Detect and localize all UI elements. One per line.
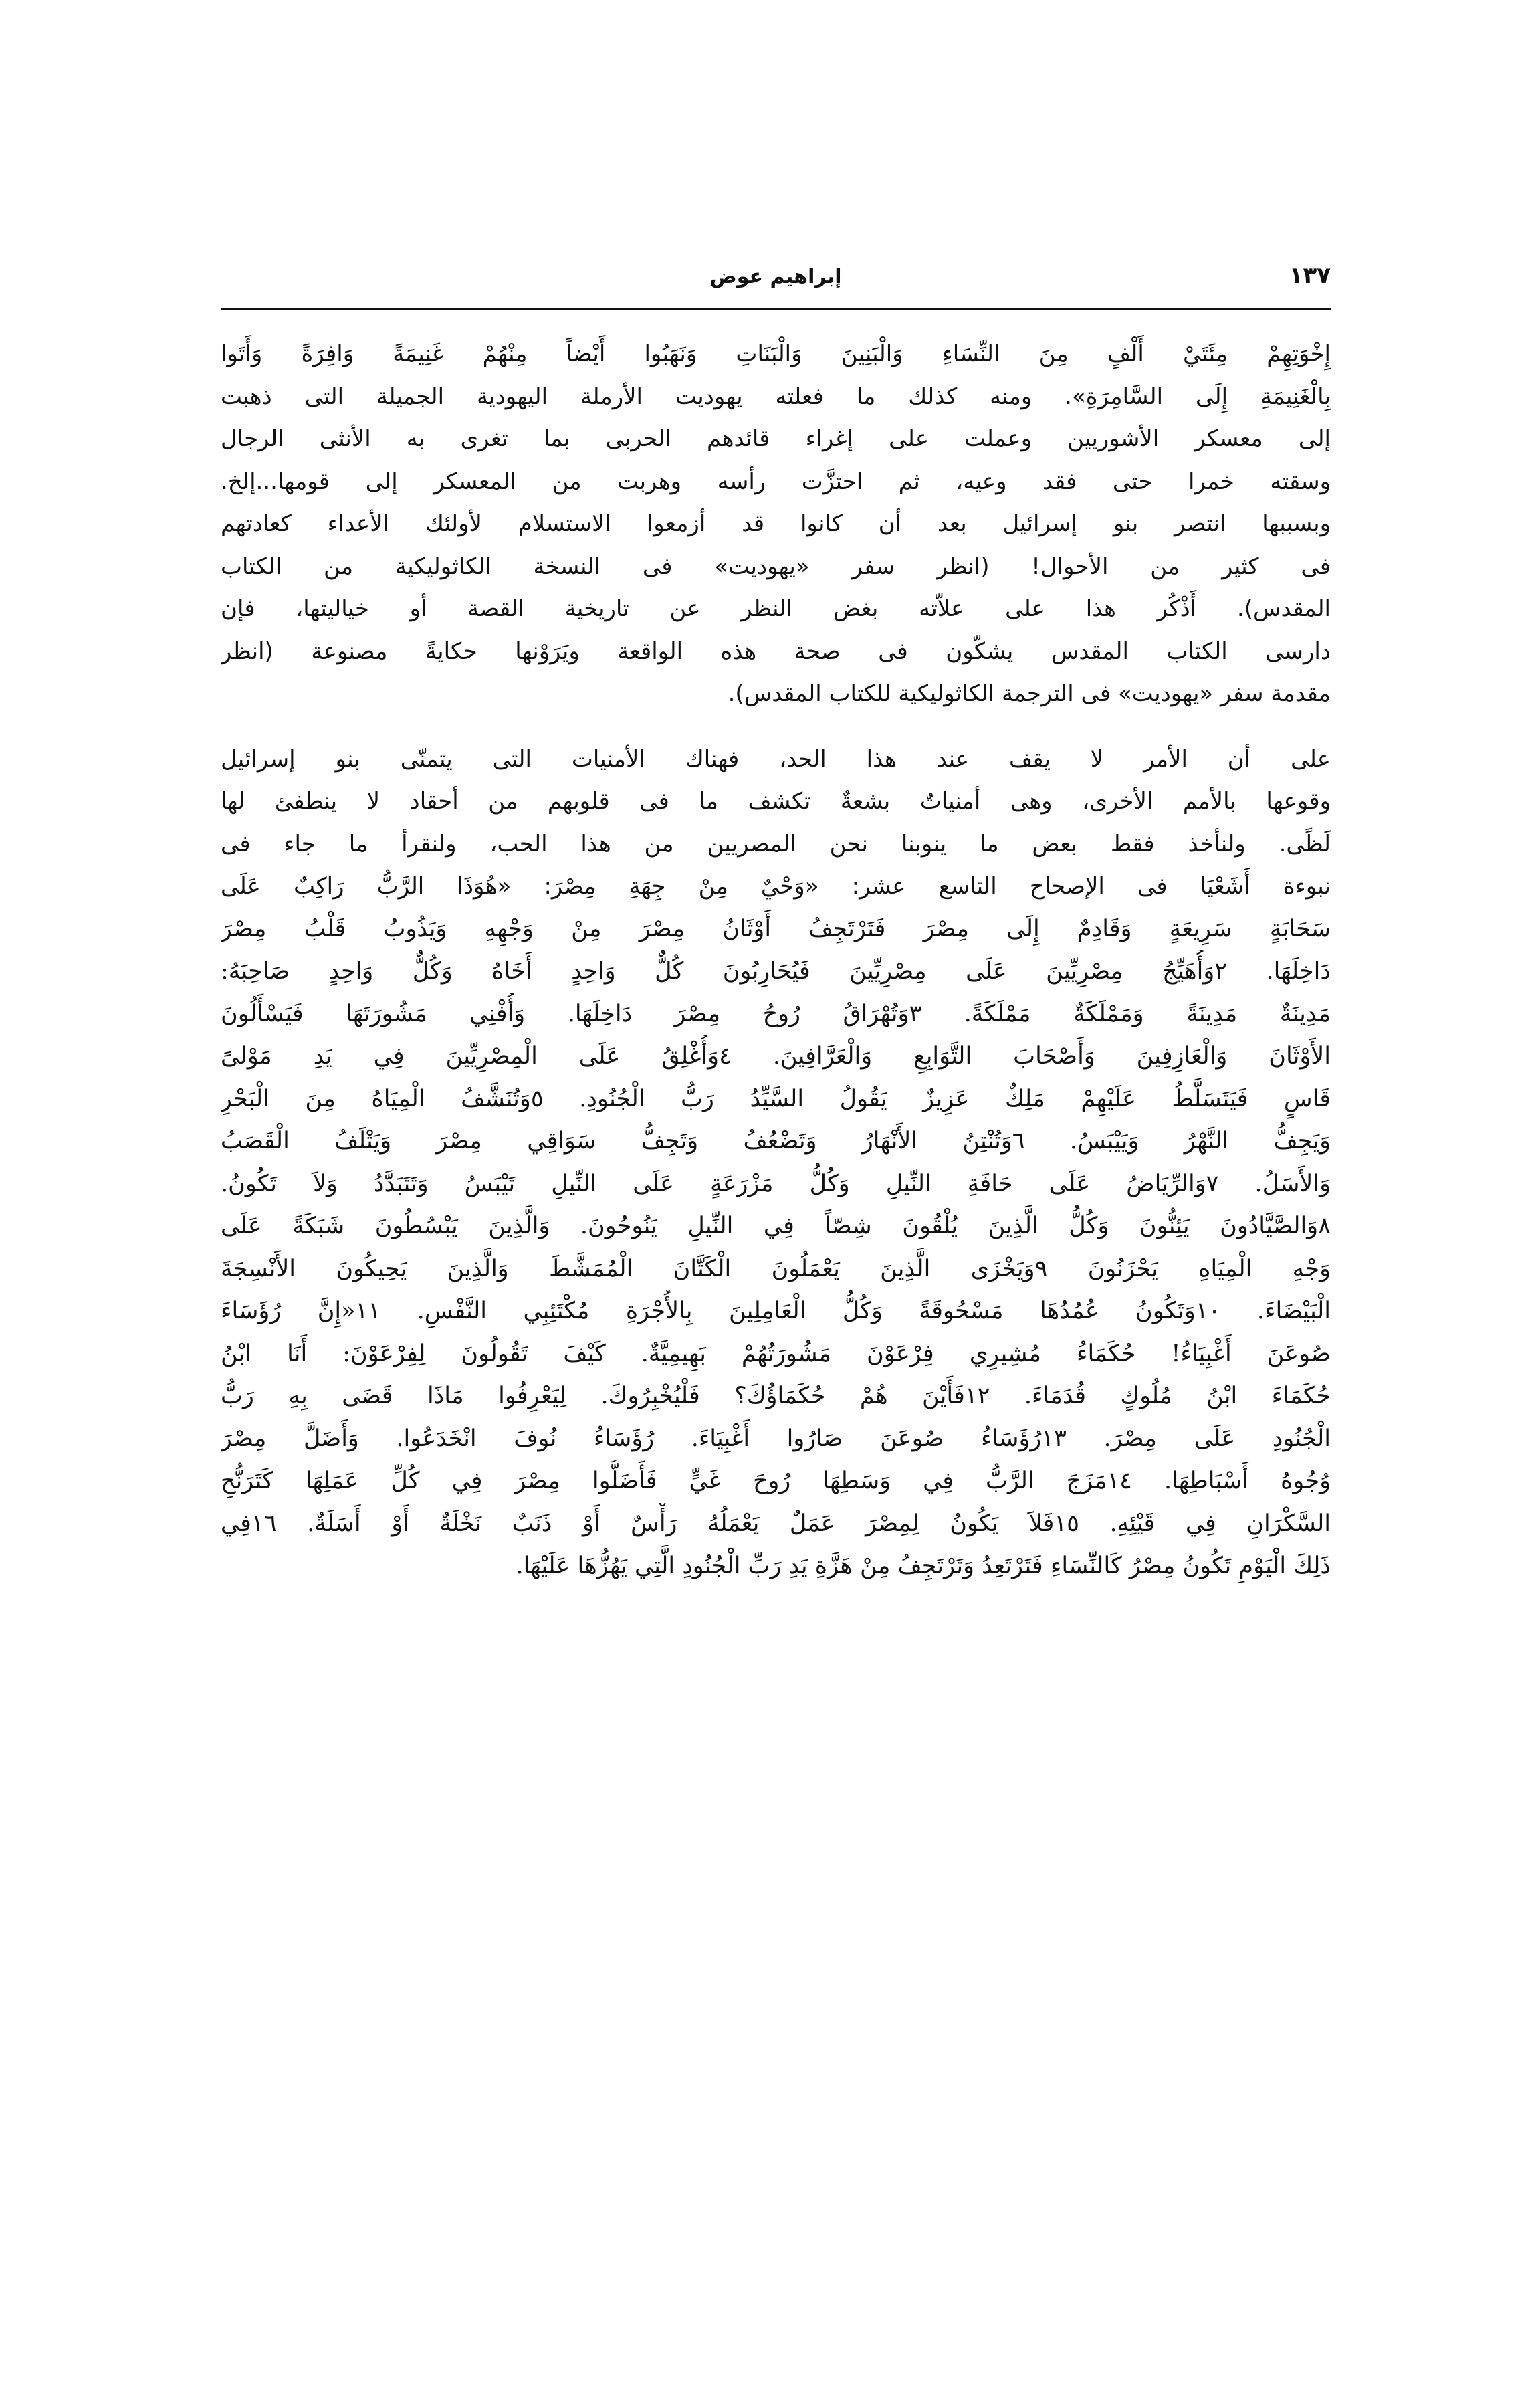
quote-line: دَاخِلَهَا. ٢وَأُهَيِّجُ مِصْرِيِّينَ عَلَى مِصْرِيِّينَ فَيُحَارِبُونَ كُلٌّ وَاحِدٍ أَخَاهُ وَكُلٌّ وَاحِدٍ صَاحِبَهُ: — [221, 958, 1331, 985]
quote-line: ٨وَالصَّيَّادُونَ يَئِنُّونَ وَكُلُّ الَّذِينَ يُلْقُونَ شِصّاً فِي النِّيلِ يَنُوحُونَ. وَالَّذِينَ يَبْسُطُونَ شَبَكَةً عَلَى — [221, 1213, 1331, 1239]
text-line: إِخْوَتِهِمْ مِئَتَيْ أَلْفٍ مِنَ النِّسَاءِ وَالْبَنِينَ وَالْبَنَاتِ وَنَهَبُوا أَيْضاً مِنْهُمْ غَنِيمَةً وَافِرَةً وَأَتَوا — [221, 340, 1331, 367]
quote-line: السَّكْرَانِ فِي قَيْئِهِ. ١٥فَلاَ يَكُونُ لِمِصْرَ عَمَلٌ يَعْمَلُهُ رَأْسٌ أَوْ ذَنَبٌ نَخْلَةٌ أَوْ أَسَلَةٌ. ١٦فِي — [221, 1510, 1331, 1537]
paragraph-2 — [221, 738, 1331, 908]
text-line: دارسى الكتاب المقدس يشكّون فى صحة هذه الواقعة ويَرَوْنها حكايةً مصنوعة (انظر — [221, 637, 1331, 665]
quote-line: قَاسٍ فَيَتَسَلَّطُ عَلَيْهِمْ مَلِكٌ عَزِيزٌ يَقُولُ السَّيِّدُ رَبُّ الْجُنُودِ. ٥وَتُنَشَّفُ الْمِيَاهُ مِنَ الْبَحْرِ — [221, 1085, 1331, 1112]
quote-line: وَجْهِ الْمِيَاهِ يَحْزَنُونَ ٩وَيَخْزَى الَّذِينَ يَعْمَلُونَ الْكَتَّانَ الْمُمَشَّطَ وَالَّذِينَ يَحِيكُونَ الأَنْسِجَةَ — [221, 1255, 1331, 1282]
quote-line: الْبَيْضَاءَ. ١٠وَتَكُونُ عُمُدُهَا مَسْحُوقَةً وَكُلُّ الْعَامِلِينَ بِالأُجْرَةِ مُكْتَئِبِي النَّفْسِ. ١١«إِنَّ رُؤَسَاءَ — [221, 1298, 1331, 1324]
quote-line: سَحَابَةٍ سَرِيعَةٍ وَقَادِمٌ إِلَى مِصْرَ فَتَرْتَجِفُ أَوْثَانُ مِصْرَ مِنْ وَجْهِهِ وَيَذُوبُ قَلْبُ مِصْرَ — [221, 915, 1331, 942]
text-line: المقدس). أَذْكُر هذا على علاّته بغض النظر عن تاريخية القصة أو خياليتها، فإن — [221, 595, 1331, 622]
text-line: وبسببها انتصر بنو إسرائيل بعد أن كانوا قد أزمعوا الاستسلام لأولئك الأعداء كعادتهم — [221, 510, 1331, 537]
text-line: لَظًى. ولنأخذ فقط بعض ما ينوبنا نحن المصريين من هذا الحب، ولنقرأ ما جاء فى — [221, 830, 1331, 858]
text-line: إلى معسكر الأشوريين وعملت على إغراء قائدهم الحربى بما تغرى به الأنثى الرجال — [221, 425, 1331, 452]
text-line: بِالْغَنِيمَةِ إِلَى السَّامِرَةِ». ومنه كذلك ما فعلته يهوديت الأرملة اليهودية الجميلة التى ذهبت — [221, 383, 1331, 410]
text-line: فى كثير من الأحوال! (انظر سفر «يهوديت» فى النسخة الكاثوليكية من الكتاب — [221, 553, 1331, 580]
book-page — [221, 254, 1331, 2227]
quote-line: وَيَجِفُّ النَّهْرُ وَيَيْبَسُ. ٦وَتُنْتِنُ الأَنْهَارُ وَتَضْعُفُ وَتَجِفُّ سَوَاقِي مِصْرَ وَيَتْلَفُ الْقَصَبُ — [221, 1128, 1331, 1155]
quote-line: ذَلِكَ الْيَوْمِ تَكُونُ مِصْرُ كَالنِّسَاءِ فَتَرْتَعِدُ وَتَرْتَجِفُ مِنْ هَزَّةِ يَدِ رَبِّ الْجُنُودِ الَّتِي يَهُزُّهَا عَلَيْهَا. — [516, 1552, 1331, 1579]
paragraph-1 — [221, 333, 1331, 716]
text-line: وقوعها بالأمم الأخرى، وهى أمنياتٌ بشعةٌ تكشف ما فى قلوبهم من أحقاد لا ينطفئ لها — [221, 788, 1331, 815]
quote-line: وُجُوهُ أَسْبَاطِهَا. ١٤مَزَجَ الرَّبُّ فِي وَسَطِهَا رُوحَ غَيٍّ فَأَضَلُّوا مِصْرَ فِي كُلِّ عَمَلِهَا كَتَرَنُّحِ — [221, 1468, 1331, 1494]
text-line: على أن الأمر لا يقف عند هذا الحد، فهناك الأمنيات التى يتمنّى بنو إسرائيل — [221, 745, 1331, 773]
quote-line: الْجُنُودِ عَلَى مِصْرَ. ١٣رُؤَسَاءُ صُوعَنَ صَارُوا أَغْبِيَاءَ. رُؤَسَاءُ نُوفَ انْخَدَعُوا. وَأَضَلَّ مِصْرَ — [221, 1425, 1331, 1452]
quote-line: حُكَمَاءَ ابْنُ مُلُوكٍ قُدَمَاءَ. ١٢فَأَيْنَ هُمْ حُكَمَاؤُكَ؟ فَلْيُخْبِرُوكَ. لِيَعْرِفُوا مَاذَا قَضَى بِهِ رَبُّ — [221, 1383, 1331, 1409]
text-line: مقدمة سفر «يهوديت» فى الترجمة الكاثوليكية للكتاب المقدس). — [728, 680, 1331, 707]
scripture-quote — [221, 908, 1331, 1588]
quote-line: صُوعَنَ أَغْبِيَاءُ! حُكَمَاءُ مُشِيرِي فِرْعَوْنَ مَشُورَتُهُمْ بَهِيمِيَّةٌ. كَيْفَ تَقُولُونَ لِفِرْعَوْنَ: أَنَا ابْنُ — [221, 1340, 1331, 1367]
quote-line: وَالأَسَلُ. ٧وَالرِّيَاضُ عَلَى حَافَةِ النِّيلِ وَكُلُّ مَزْرَعَةٍ عَلَى النِّيلِ تَيْبَسُ وَتَتَبَدَّدُ وَلاَ تَكُونُ. — [221, 1170, 1331, 1197]
running-head — [221, 254, 1331, 310]
text-line: وسقته خمرا حتى فقد وعيه، ثم احتزَّت رأسه وهربت من المعسكر إلى قومها...إلخ. — [221, 468, 1331, 495]
text-line: نبوءة أَشَعْيَا فى الإصحاح التاسع عشر: «وَحْيٌ مِنْ جِهَةِ مِصْرَ: «هُوَذَا الرَّبُّ رَاكِبٌ عَلَى — [221, 873, 1331, 900]
quote-line: الأَوْثَانَ وَالْعَازِفِينَ وَأَصْحَابَ التَّوَابِعِ وَالْعَرَّافِينَ. ٤وَأُغْلِقُ عَلَى الْمِصْرِيِّينَ فِي يَدِ مَوْلىً — [221, 1043, 1331, 1070]
quote-line: مَدِينَةٌ مَدِينَةً وَمَمْلَكَةٌ مَمْلَكَةً. ٣وَتُهْرَاقُ رُوحُ مِصْرَ دَاخِلَهَا. وَأُفْنِي مَشُورَتَهَا فَيَسْأَلُونَ — [221, 1000, 1331, 1027]
page-number: ١٣٧ — [1289, 262, 1331, 289]
body-text — [221, 333, 1331, 1588]
author-name: إبراهيم عوض — [709, 265, 842, 288]
